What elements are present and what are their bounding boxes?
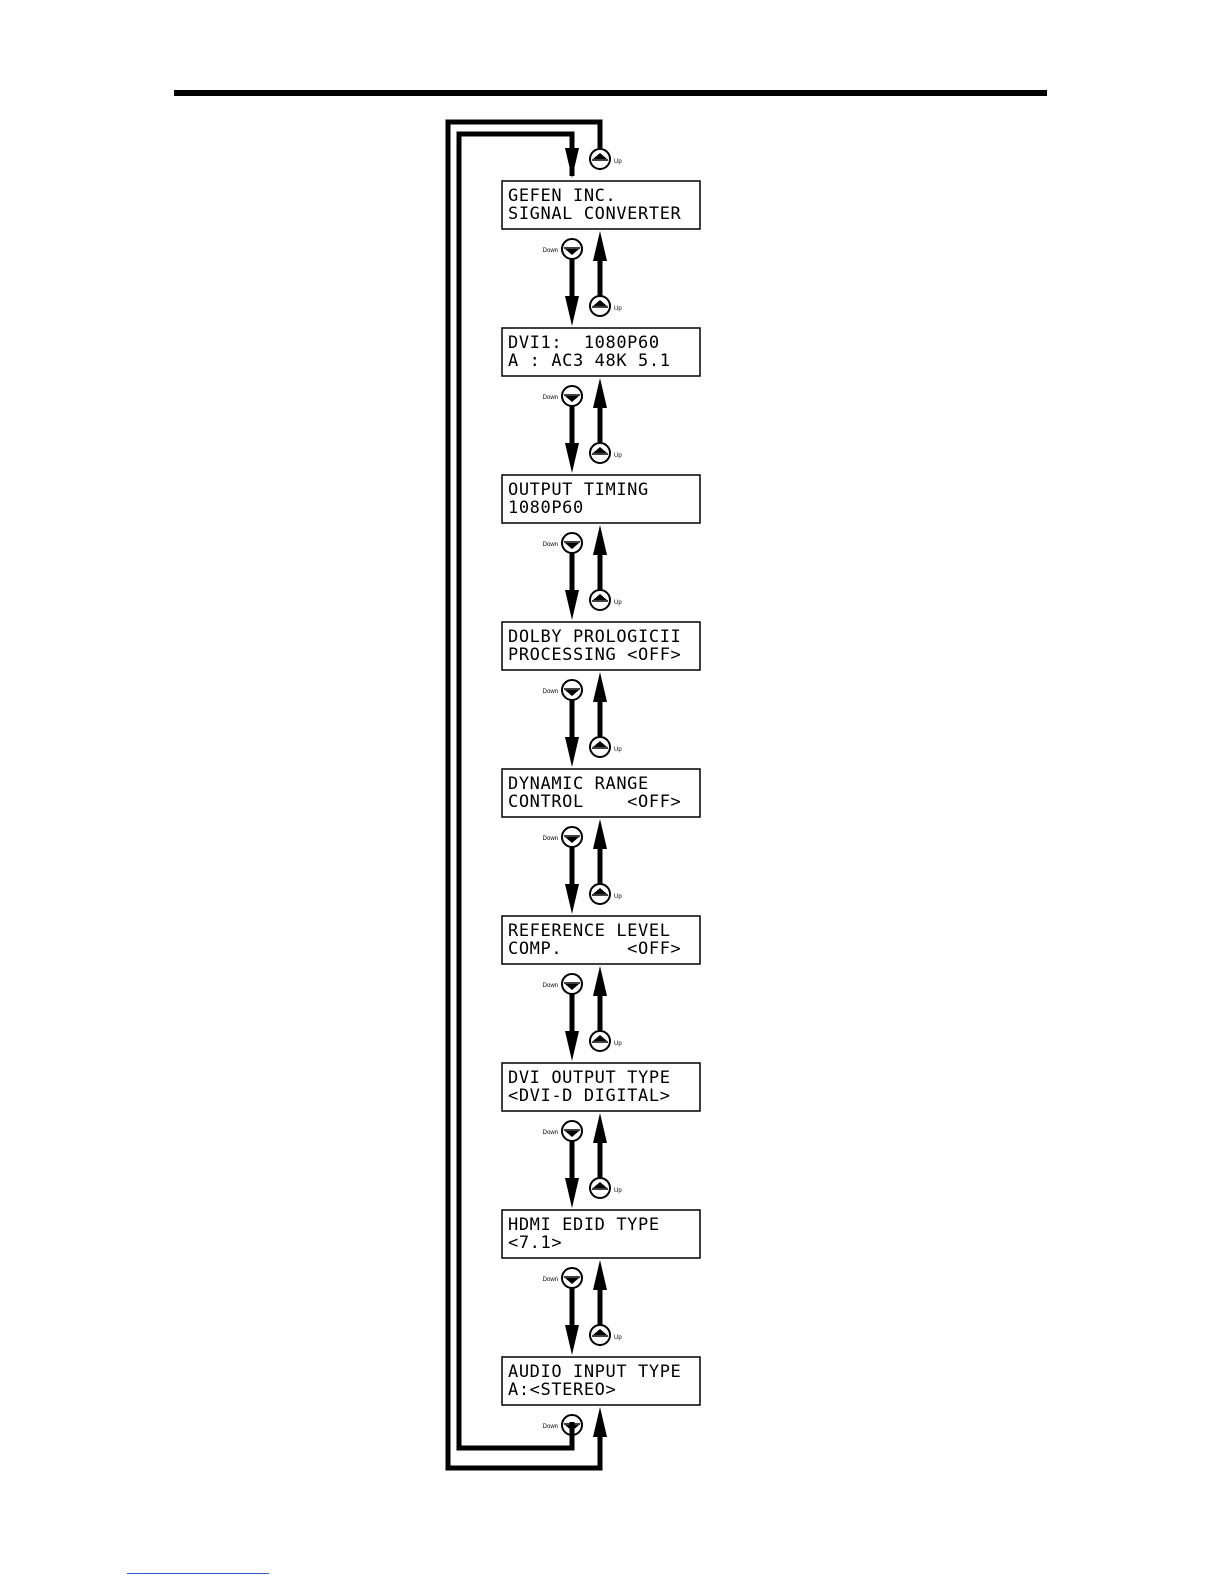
up-button-label: Up	[614, 159, 622, 165]
lcd-line-2: 1080P60	[508, 498, 584, 518]
lcd-screen	[502, 622, 700, 670]
up-button[interactable]	[590, 884, 622, 904]
lcd-line-1: REFERENCE LEVEL	[508, 921, 671, 941]
lcd-screen	[502, 181, 700, 229]
down-button-label: Down	[542, 1277, 558, 1283]
down-button[interactable]	[543, 386, 582, 406]
up-button-label: Up	[614, 747, 622, 753]
lcd-line-2: COMP. <OFF>	[508, 939, 682, 959]
up-button[interactable]	[590, 149, 622, 169]
down-arrowhead	[565, 737, 579, 767]
lcd-line-2: A:<STEREO>	[508, 1380, 617, 1400]
down-button[interactable]	[543, 1121, 582, 1141]
up-button-label: Up	[614, 453, 622, 459]
lcd-screen	[502, 475, 700, 523]
down-arrowhead	[565, 296, 579, 326]
lcd-line-2: CONTROL <OFF>	[508, 792, 682, 812]
up-arrowhead	[593, 525, 607, 555]
down-button[interactable]	[543, 827, 582, 847]
down-button-label: Down	[542, 1424, 558, 1430]
lcd-line-2: A : AC3 48K 5.1	[508, 351, 671, 371]
lcd-screen	[502, 328, 700, 376]
down-button-label: Down	[542, 983, 558, 989]
footer-link-underline	[127, 1573, 269, 1574]
down-arrowhead	[565, 884, 579, 914]
up-button[interactable]	[590, 296, 622, 316]
down-arrowhead	[565, 1325, 579, 1355]
up-button[interactable]	[590, 149, 622, 169]
down-button-label: Down	[542, 542, 558, 548]
lcd-screen	[502, 1357, 700, 1405]
up-button[interactable]	[590, 1325, 622, 1345]
up-button[interactable]	[590, 443, 622, 463]
lcd-screen	[502, 1063, 700, 1111]
lcd-screen	[502, 1210, 700, 1258]
lcd-line-2: PROCESSING <OFF>	[508, 645, 682, 665]
up-button-label: Up	[614, 1335, 622, 1341]
lcd-line-1: DOLBY PROLOGICII	[508, 627, 682, 647]
lcd-line-2: <DVI-D DIGITAL>	[508, 1086, 671, 1106]
loop-down-arrowhead	[565, 148, 579, 178]
down-arrowhead	[565, 1031, 579, 1061]
down-button-label: Down	[542, 836, 558, 842]
up-button-label: Up	[614, 1188, 622, 1194]
down-button-label: Down	[542, 395, 558, 401]
up-arrowhead	[593, 819, 607, 849]
up-button-label: Up	[614, 600, 622, 606]
down-button-label: Down	[542, 1130, 558, 1136]
up-arrowhead	[593, 1113, 607, 1143]
down-arrowhead	[565, 590, 579, 620]
up-button[interactable]	[590, 590, 622, 610]
lcd-line-2: <7.1>	[508, 1233, 563, 1253]
up-arrowhead	[593, 966, 607, 996]
up-button-label: Up	[614, 306, 622, 312]
down-button[interactable]	[543, 680, 582, 700]
lcd-screen	[502, 769, 700, 817]
up-arrowhead	[593, 231, 607, 261]
lcd-line-1: AUDIO INPUT TYPE	[508, 1362, 682, 1382]
up-button-label: Up	[614, 1041, 622, 1047]
down-button[interactable]	[543, 533, 582, 553]
lcd-line-1: DYNAMIC RANGE	[508, 774, 649, 794]
down-button[interactable]	[543, 974, 582, 994]
down-button[interactable]	[543, 239, 582, 259]
up-arrowhead	[593, 378, 607, 408]
down-arrowhead	[565, 443, 579, 473]
up-button-label: Up	[614, 894, 622, 900]
lcd-line-1: DVI OUTPUT TYPE	[508, 1068, 671, 1088]
lcd-line-1: GEFEN INC.	[508, 186, 617, 206]
up-arrowhead	[593, 1260, 607, 1290]
up-button[interactable]	[590, 737, 622, 757]
up-button[interactable]	[590, 1178, 622, 1198]
down-button[interactable]	[543, 1415, 582, 1435]
up-arrowhead	[593, 672, 607, 702]
down-button-label: Down	[542, 248, 558, 254]
lcd-screen	[502, 916, 700, 964]
lcd-line-1: DVI1: 1080P60	[508, 333, 660, 353]
down-button-label: Down	[542, 689, 558, 695]
lcd-line-1: OUTPUT TIMING	[508, 480, 649, 500]
down-button[interactable]	[543, 1268, 582, 1288]
lcd-line-1: HDMI EDID TYPE	[508, 1215, 660, 1235]
down-arrowhead	[565, 1178, 579, 1208]
up-button[interactable]	[590, 1031, 622, 1051]
lcd-line-2: SIGNAL CONVERTER	[508, 204, 682, 224]
